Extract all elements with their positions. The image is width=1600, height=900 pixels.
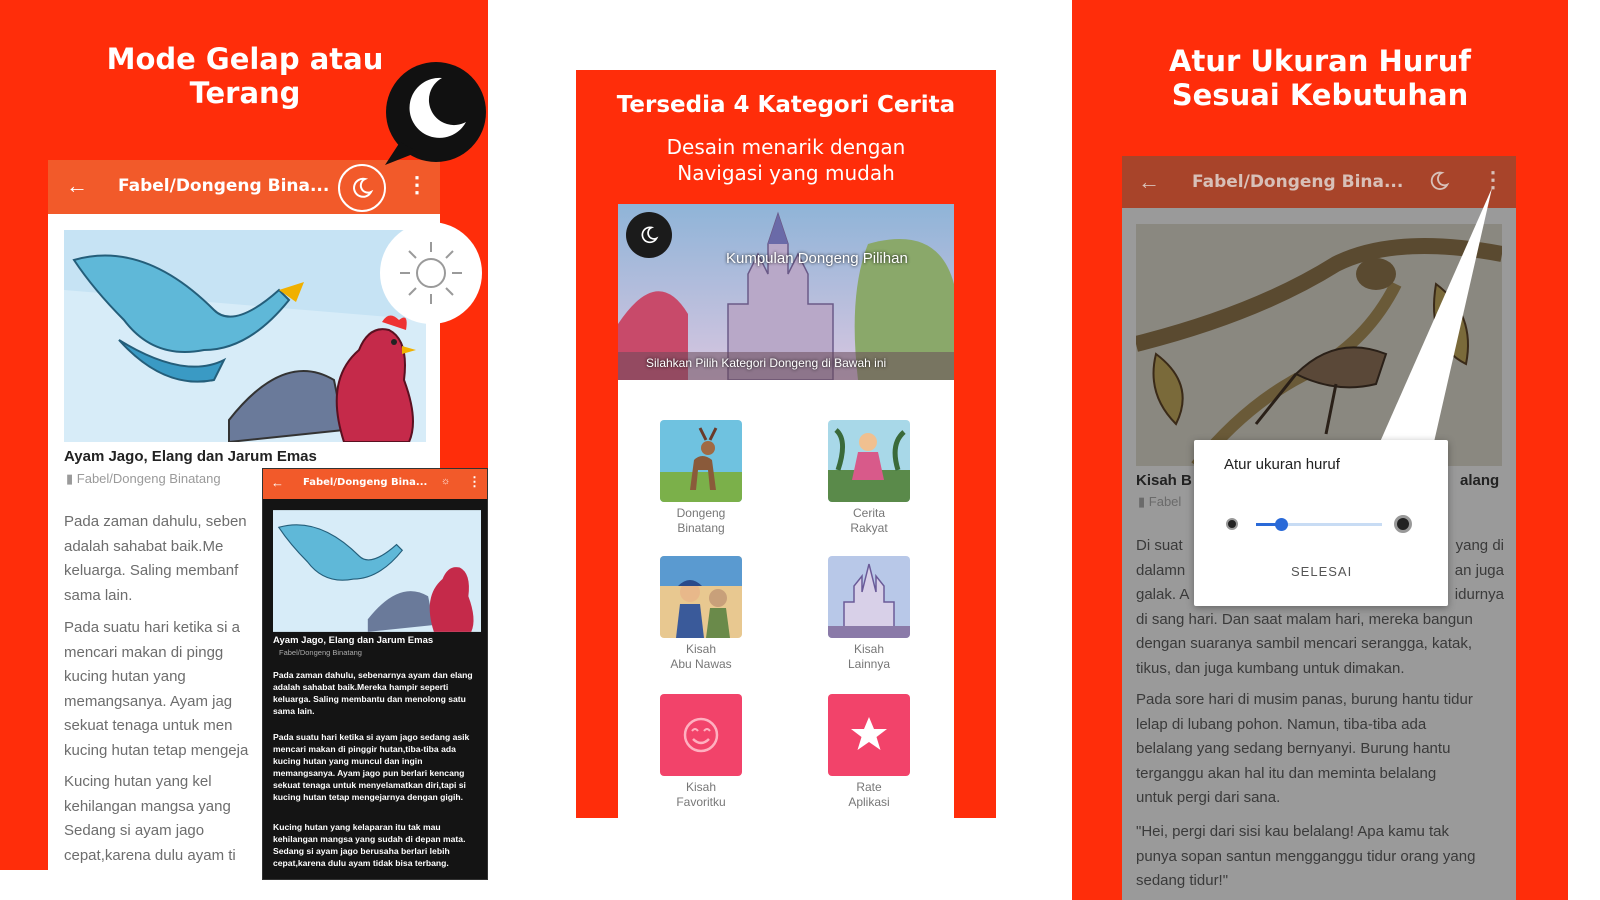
dimmed-paragraph-3: "Hei, pergi dari sisi kau belalang! Apa kamu tak punya sopan santun mengganggu tidur orang yang sedang tidur!" <box>1136 823 1476 889</box>
dark-phone-screen <box>262 468 488 880</box>
back-arrow-icon[interactable]: ← <box>271 475 284 490</box>
moon-icon <box>350 176 374 200</box>
story-title-fragment-right: alang <box>1460 472 1500 489</box>
category-label-dongeng-binatang[interactable]: Dongeng Binatang <box>676 506 726 535</box>
font-size-dialog <box>1194 440 1448 606</box>
dimmed-right-fragments: yang di an juga idurnya <box>1454 537 1504 603</box>
story-category: ▮ Fabel/Dongeng Binatang <box>66 471 221 486</box>
category-thumbnail-kisah-lainnya[interactable] <box>828 556 910 638</box>
back-arrow-icon[interactable]: ← <box>66 173 88 198</box>
sun-icon <box>378 220 484 326</box>
story-category-fragment: ▮ Fabel <box>1138 494 1182 509</box>
dark-story-title: Ayam Jago, Elang dan Jarum Emas <box>273 635 434 646</box>
category-label-kisah-abu-nawas[interactable]: Kisah Abu Nawas <box>670 642 732 671</box>
dimmed-paragraph-2: Pada sore hari di musim panas, burung hantu tidur lelap di lubang pohon. Namun, tiba-tiba ada belalang yang sedang bernyanyi. Burung hantu terganggu akan hal itu dan meminta belalang untuk pergi dari sana. <box>1136 691 1473 806</box>
heart-face-icon <box>681 715 721 755</box>
dark-story-paragraph-3: Kucing hutan yang kelaparan itu tak mau kehilangan mangsa yang sudah di depan mata. Sedang si ayam jago berusaha berlari lebih cepat,karena dulu ayam tidak bisa terbang. <box>273 822 466 868</box>
menu-callout-pointer <box>1370 186 1500 446</box>
overflow-menu-icon[interactable]: ⋮ <box>468 474 481 489</box>
category-label-kisah-lainnya[interactable]: Kisah Lainnya <box>847 642 891 671</box>
font-size-slider-thumb[interactable] <box>1275 518 1288 531</box>
font-size-slider[interactable] <box>1256 523 1382 526</box>
eagle-rooster-illustration <box>64 230 426 442</box>
dark-eagle-rooster-illustration <box>273 509 481 633</box>
dark-story-category: Fabel/Dongeng Binatang <box>279 648 362 657</box>
story-title: Ayam Jago, Elang dan Jarum Emas <box>64 448 317 465</box>
home-screen <box>618 204 954 818</box>
story-paragraph-1: Pada zaman dahulu, seben adalah sahabat baik.Me keluarga. Saling membanf sama lain. <box>64 513 247 604</box>
category-thumbnail-dongeng-binatang[interactable] <box>660 420 742 502</box>
story-paragraph-2: Pada suatu hari ketika si a mencari makan di pingg kucing hutan yang memangsanya. Ayam jag sekuat tenaga untuk men kucing hutan tetap mengeja <box>64 619 249 759</box>
banner-title: Kumpulan Dongeng Pilihan <box>726 250 908 267</box>
bookmark-icon: ▮ <box>66 471 74 486</box>
dimmed-app-bar-title: Fabel/Dongeng Bina... <box>1192 172 1404 192</box>
category-label-rate-aplikasi[interactable]: Rate Aplikasi <box>848 780 890 809</box>
star-icon <box>849 714 889 754</box>
category-thumbnail-cerita-rakyat[interactable] <box>828 420 910 502</box>
font-size-dialog-title: Atur ukuran huruf <box>1224 456 1340 473</box>
middle-headline: Tersedia 4 Kategori Cerita <box>616 92 956 118</box>
dark-app-bar <box>263 469 488 499</box>
dark-mode-callout <box>380 60 490 170</box>
moon-icon <box>639 225 659 245</box>
done-button[interactable]: SELESAI <box>1291 564 1353 579</box>
dark-app-bar-title: Fabel/Dongeng Bina... <box>303 477 428 488</box>
dimmed-paragraph-1: Di suat dalamn galak. A di sang hari. Dan saat malam hari, mereka bangun dengan suaranya sambil mencari serangga, katak, tikus, dan juga kumbang untuk dimakan. <box>1136 537 1473 677</box>
font-large-indicator <box>1394 515 1412 533</box>
font-small-indicator <box>1226 518 1238 530</box>
left-headline: Mode Gelap atau Terang <box>106 42 384 111</box>
app-bar-title: Fabel/Dongeng Bina... <box>118 176 330 196</box>
overflow-menu-icon[interactable]: ⋮ <box>406 172 428 197</box>
category-thumbnail-kisah-abu-nawas[interactable] <box>660 556 742 638</box>
middle-subline: Desain menarik dengan Navigasi yang mudah <box>666 135 906 185</box>
sun-small-icon[interactable]: ☼ <box>441 476 451 487</box>
category-label-cerita-rakyat[interactable]: Cerita Rakyat <box>850 506 888 535</box>
dark-story-paragraph-2: Pada suatu hari ketika si ayam jago sedang asik mencari makan di pinggir hutan,tiba-tiba ada kucing hutan yang muncul dan ingin memangsanya. Ayam jago pun berlari kencang sekuat tenaga untuk menyelamatkan diri,tapi si kucing hutan tetap mengejarnya dengan gigih. <box>273 732 470 802</box>
bookmark-icon: ▮ <box>1138 494 1146 509</box>
story-title-fragment-left: Kisah B <box>1136 472 1192 489</box>
right-headline: Atur Ukuran Huruf Sesuai Kebutuhan <box>1169 44 1471 113</box>
back-arrow-icon[interactable]: ← <box>1138 169 1160 194</box>
overflow-menu-icon[interactable]: ⋮ <box>1482 167 1504 192</box>
banner-caption: Silahkan Pilih Kategori Dongeng di Bawah ini <box>646 356 887 370</box>
dark-story-paragraph-1: Pada zaman dahulu, sebenarnya ayam dan elang adalah sahabat baik.Mereka hampir seperti keluarga. Saling membantu dan menolong satu sama lain. <box>273 670 473 716</box>
category-label-kisah-favoritku[interactable]: Kisah Favoritku <box>676 780 726 809</box>
story-paragraph-3: Kucing hutan yang kel kehilangan mangsa yang Sedang si ayam jago cepat,karena dulu ayam ti <box>64 773 236 864</box>
